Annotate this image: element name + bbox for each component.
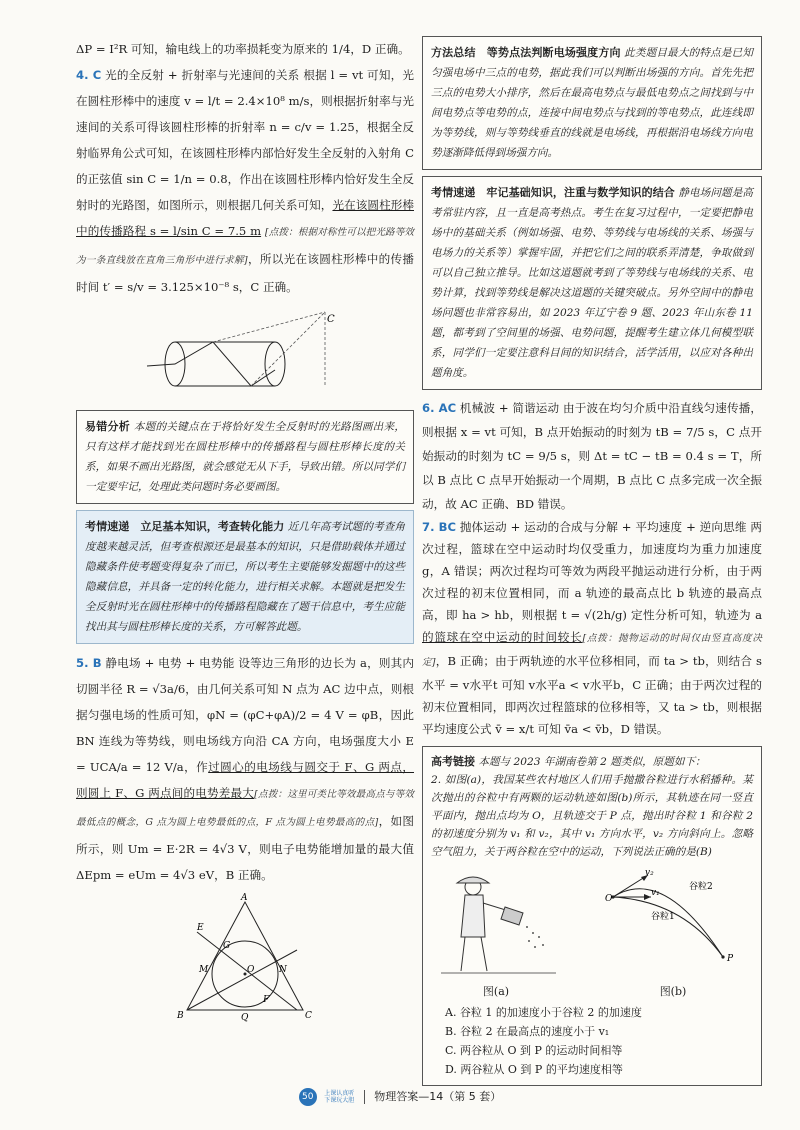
method-summary-title: 方法总结 等势点法判断电场强度方向 [431,46,621,59]
q5-answer: 5. B [76,656,102,670]
label-o: O [247,965,255,975]
exam-link-question: 2. 如图(a)，我国某些农村地区人们用手抛撒谷粒进行水稻播种。某次抛出的谷粒中有两颗的运动轨迹如图(b)所示，其轨迹在同一竖直平面内，抛出点均为 O，且轨迹交于 P 点，抛出时谷粒 1 和谷粒 2 的初速度分别为 v₁ 和 v₂，其中 v₁ 方向水平，v₂ 方向斜向上。忽略空气阻力，关于两谷粒在空中的运动，下列说法正确的是(B) [431,774,753,858]
label-b: B [177,1011,184,1021]
page-footer [0,1088,800,1106]
q7-text-1: 两次过程，篮球在空中运动时均仅受重力，加速度均为重力加速度 g，A 错误；两次过程均可等效为两段平抛运动进行分析，由于两次过程的初末位置相同，而 a 轨迹的最高点比 b 轨迹的最高点高，即 ha > hb，则根据 t = √(2h/g) 定性分析可知，轨迹为 a [422,520,762,622]
q5-topic: 静电场 + 电势 + 电势能 [105,656,235,670]
label-v2: v₂ [645,868,654,878]
exam-link-title: 高考链接 [431,755,475,768]
cylinder-light-diagram [145,304,345,404]
brand-slogan-line-1: 上课认真听 [324,1090,355,1097]
q4-note: [点拨：根据对称性可以把光路等效为一条直线放在直角三角形中进行求解] [76,227,415,266]
brand-slogan-line-2: 下课玩大胆 [324,1097,355,1104]
q5-text-2: 过圆心的电场线与圆交于 F、G 两点，则圆上 F、G 两点间的电势差最大 [76,760,414,800]
q4-text-2: 光在该圆柱形棒中的传播路程 s = l/sin C = 7.5 m [76,198,414,238]
exam-trend-box-1 [76,510,414,644]
label-c: C [327,314,335,325]
q7-topic: 抛体运动 + 运动的合成与分解 + 平均速度 + 逆向思维 [459,520,747,534]
exam-trend-title-1: 考情速递 立足基本知识，考查转化能力 [85,520,285,533]
label-v1: v₁ [651,888,660,898]
q4-text-3: ，所以光在该圆柱形棒中的传播时间 t′ = s/v = 3.125×10⁻⁸ s，C 正确。 [76,252,414,294]
brand-logo-icon: 50 [299,1088,317,1106]
figure-a-caption: 图(a) [482,985,510,998]
label-m: M [199,965,209,975]
q4-topic: 光的全反射 + 折射率与光速间的关系 [105,68,300,82]
q4-answer: 4. C [76,68,102,82]
q4-solution [76,62,414,300]
farmer-sowing-illustration [431,867,561,977]
exam-trend-box-2 [422,176,762,390]
q6-topic: 机械波 + 简谐运动 [459,401,560,415]
error-analysis-body: 本题的关键点在于将恰好发生全反射时的光路图画出来，只有这样才能找到光在圆柱形棒中的传播路程与圆柱形棒长度的关系，如果不画出光路图，就会感觉无从下手，导致出错。所以同学们一定要牢记，处理此类问题时务必要画图。 [85,421,405,493]
exam-trend-body-2: 静电场问题是高考常驻内容，且一直是高考热点。考生在复习过程中，一定要把静电场中的基础关系（例如场强、电势、等势线与电场线的关系、场强与电场力的关系等）掌握牢固，并把它们之间的联系弄清楚，争取做到可以自己独立推导。比如这道题就考到了等势线与电场线的关系、电势计算，找到等势线是解决这道题的关键突破点。另外空间中的静电场问题也非常容易出，如 2023 年辽宁卷 9 题、2023 年山东卷 11 题，都考到了空间里的场强、电势问题，提醒考生建立体几何模型联系，同学们一定要注意科目间的知识结合，活学活用，以应对各种出题角度。 [431,187,753,379]
page-number: 物理答案—14（第 5 套） [374,1090,502,1103]
exam-link-box [422,746,762,1086]
label-f: F [263,995,270,1005]
label-a: A [241,893,248,903]
q5-solution [76,650,414,888]
q7-answer: 7. BC [422,520,456,534]
q7-solution [422,516,762,740]
option-c: C. 两谷粒从 O 到 P 的运动时间相等 [445,1044,623,1057]
q5-note: [点拨：这里可类比等效最高点与等效最低点的概念，G 点为圆上电势最低的点，F 点为圆上电势最高的点] [76,789,414,828]
footer-divider [364,1090,365,1104]
exam-trend-title-2: 考情速递 牢记基础知识，注重与数学知识的结合 [431,186,675,199]
right-column [422,36,762,1092]
option-d: D. 两谷粒从 O 到 P 的平均速度相等 [445,1063,623,1076]
label-grain-1: 谷粒1 [651,912,675,922]
q7-text-2: 的篮球在空中运动的时间较长 [422,630,583,644]
error-analysis-box [76,410,414,504]
q5-text-1: 设等边三角形的边长为 a，则其内切圆半径 R = √3a/6，由几何关系可知 N 点为 AC 边中点，则根据匀强电场的性质可知，φN = (φC+φA)/2 = 4 V = φB，因此 BN 连线为等势线，则电场线方向沿 CA 方向，电场强度大小 E = UCA/a = 12 V/a，作 [76,656,414,774]
method-summary-body: 此类题目最大的特点是已知匀强电场中三点的电势，据此我们可以判断出场强的方向。首先先把三点的电势大小排序，然后在最高电势点与最低电势点之间找到与中间电势点等电势的点，连接中间电势点与找到的等电势点，此连线即为等势线，则与等势线垂直的线就是电场线，再根据沿电场线方向电势逐渐降低得到场强方向。 [431,47,754,159]
label-q: Q [241,1013,249,1022]
figure-b [593,867,753,1001]
label-c2: C [305,1011,312,1021]
option-b: B. 谷粒 2 在最高点的速度小于 v₁ [445,1025,610,1038]
label-n: N [279,965,287,975]
figure-a [431,867,561,1001]
exam-link-figures [431,867,753,1001]
q6-answer: 6. AC [422,401,457,415]
q6-solution [422,396,762,516]
figure-b-caption: 图(b) [659,985,687,998]
exam-link-intro: 本题与 2023 年湖南卷第 2 题类似，原题如下： [478,756,706,768]
q5-text-3: ，如图所示，则 Um = E·2R = 4√3 V，则电子电势能增加量的最大值 ΔEpm = eUm = 4√3 eV，B 正确。 [76,814,414,882]
label-grain-2: 谷粒2 [689,882,713,892]
q4-text-1: 根据 l = vt 可知，光在圆柱形棒中的速度 v = l/t = 2.4×10⁸ m/s，则根据折射率与光速间的关系可得该圆柱形棒的折射率 n = c/v = 1.25，根据全反射临界角公式可知，在该圆柱形棒内部恰好发生全反射的入射角 C 的正弦值 sin C = 1/n = 0.8，作出在该圆柱形棒内恰好发生全反射时的光路图，如图所示，则根据几何关系可知， [76,68,415,212]
label-p: P [727,954,734,964]
exam-trend-body-1: 近几年高考试题的考查角度越来越灵活，但考查根源还是最基本的知识，只是借助载体并通过隐藏条件使考题变得复杂了而已，所以考生主要能够发掘题中的这些隐藏信息，并具备一定的转化能力，进行相关求解。本题就是把发生全反射时光在圆柱形棒中的传播路程隐藏在了题干信息中，考生应能找出其与圆柱形棒长度的关系，方可解答此题。 [85,521,406,633]
q7-text-3: ，B 正确；由于两轨迹的水平位移相同，而 ta > tb，则结合 s水平 = v水平t 可知 v水平a < v水平b，C 正确；由于两次过程的初末位置相同，即两次过程篮球的位移相等，又 ta > tb，则根据平均速度公式 v̄ = x/t 可知 v̄a < v̄b，D 错误。 [422,654,762,736]
q3-tail: ΔP = I²R 可知，输电线上的功率损耗变为原来的 1/4，D 正确。 [76,42,410,56]
label-g: G [223,941,231,951]
q6-text: 由于波在均匀介质中沿直线匀速传播，则根据 x = vt 可知，B 点开始振动的时刻为 tB = 7/5 s，C 点开始振动的时刻为 tC = 9/5 s，则 Δt = tC − tB = 0.4 s = T，所以 B 点比 C 点早开始振动一个周期，B 点比 C 点多完成一次全振动，故 AC 正确、BD 错误。 [422,401,762,511]
method-summary-box [422,36,762,170]
q7-note: [点拨：抛物运动的时间仅由竖直高度决定] [422,633,762,668]
left-column [76,36,414,1026]
label-o-b: O [605,894,613,904]
brand-slogan [324,1090,354,1104]
option-a: A. 谷粒 1 的加速度小于谷粒 2 的加速度 [445,1006,642,1019]
error-analysis-title: 易错分析 [85,420,131,433]
grain-trajectory-diagram [593,867,753,977]
triangle-circle-diagram [175,892,315,1022]
label-e: E [197,923,204,933]
